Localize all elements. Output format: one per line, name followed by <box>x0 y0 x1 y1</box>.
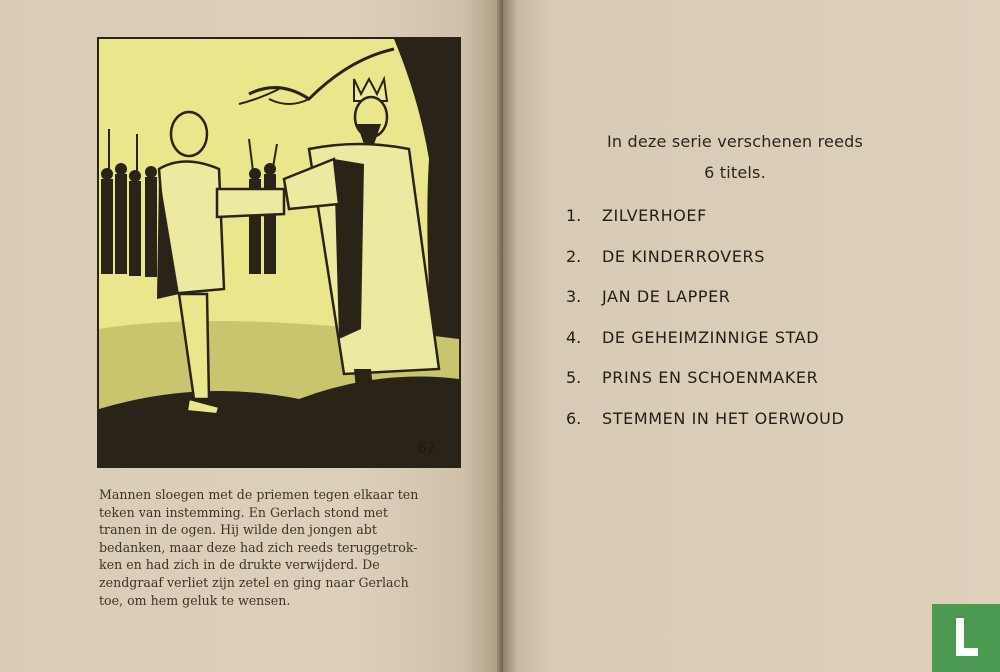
series-heading-line: In deze serie verschenen reeds <box>606 132 864 151</box>
list-item-title: JAN DE LAPPER <box>602 287 731 307</box>
caption-line: toe, om hem geluk te wensen. <box>99 592 291 608</box>
list-item-number: 5. <box>566 368 582 388</box>
illustration-page-number: 62 <box>417 439 437 457</box>
list-item-title: ZILVERHOEF <box>602 206 707 225</box>
list-item <box>566 368 844 409</box>
list-item-number: 3. <box>566 287 582 307</box>
list-item-title: PRINS EN SCHOENMAKER <box>602 368 819 388</box>
list-item <box>566 247 844 288</box>
series-heading <box>540 126 930 188</box>
caption-line: zendgraaf verliet zijn zetel en ging naar Gerlach <box>99 574 409 590</box>
list-item <box>566 328 844 369</box>
list-item-title: STEMMEN IN HET OERWOUD <box>602 408 845 428</box>
caption-line: ken en had zich in de drukte verwijderd. De <box>99 557 380 573</box>
watermark-logo <box>932 604 1000 672</box>
caption-line: bedanken, maar deze had zich reeds teruggetrok- <box>99 539 418 555</box>
list-item-title: DE KINDERROVERS <box>602 246 765 266</box>
series-title-list <box>566 206 844 450</box>
series-heading-line: 6 titels. <box>704 163 766 182</box>
list-item <box>566 409 844 450</box>
list-item-number: 1. <box>566 206 582 225</box>
list-item <box>566 287 844 328</box>
list-item-number: 4. <box>566 327 582 347</box>
letter-l-logo-icon <box>954 618 980 656</box>
illustration <box>97 37 461 468</box>
caption-paragraph <box>99 486 465 609</box>
caption-line: tranen in de ogen. Hij wilde den jongen abt <box>99 522 377 538</box>
caption-line: teken van instemming. En Gerlach stond met <box>99 504 388 520</box>
list-item-title: DE GEHEIMZINNIGE STAD <box>602 327 820 347</box>
caption-line: Mannen sloegen met de priemen tegen elkaar ten <box>99 487 419 502</box>
list-item-number: 2. <box>566 246 582 266</box>
list-item-number: 6. <box>566 408 582 428</box>
illustration-drawing <box>99 39 459 466</box>
list-item <box>566 206 844 247</box>
